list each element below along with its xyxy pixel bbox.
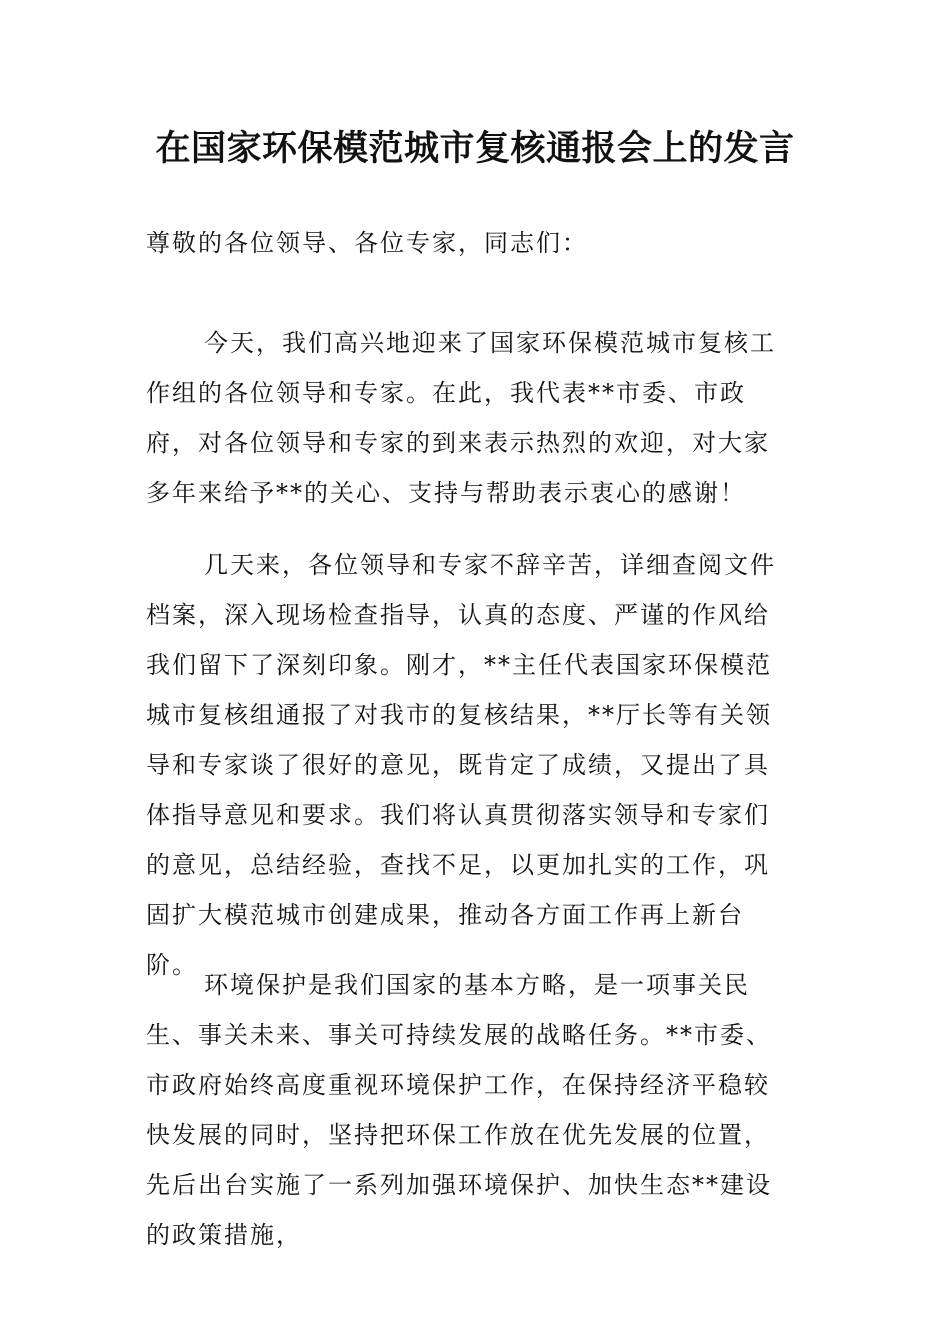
paragraph-environmental-policy: 环境保护是我们国家的基本方略，是一项事关民生、事关未来、事关可持续发展的战略任务。**市委、市政府始终高度重视环境保护工作，在保持经济平稳较快发展的同时，坚持把环保工作放在优先发展的位置，先后出台实施了一系列加强环境保护、加快生态**建设的政策措施， [146,971,772,1249]
salutation: 尊敬的各位领导、各位专家，同志们： [146,229,588,257]
paragraph-review-results: 几天来，各位领导和专家不辞辛苦，详细查阅文件档案，深入现场检查指导，认真的态度、严谨的作风给我们留下了深刻印象。刚才，**主任代表国家环保模范城市复核组通报了对我市的复核结果，**厅长等有关领导和专家谈了很好的意见，既肯定了成绩，又提出了具体指导意见和要求。我们将认真贯彻落实领导和专家们的意见，总结经验，查找不足，以更加扎实的工作，巩固扩大模范城市创建成果，推动各方面工作再上新台阶。 [146,551,776,979]
paragraph-welcome: 今天，我们高兴地迎来了国家环保模范城市复核工作组的各位领导和专家。在此，我代表**市委、市政府，对各位领导和专家的到来表示热烈的欢迎，对大家多年来给予**的关心、支持与帮助表示衷心的感谢！ [146,329,776,507]
document-title: 在国家环保模范城市复核通报会上的发言 [155,128,795,169]
